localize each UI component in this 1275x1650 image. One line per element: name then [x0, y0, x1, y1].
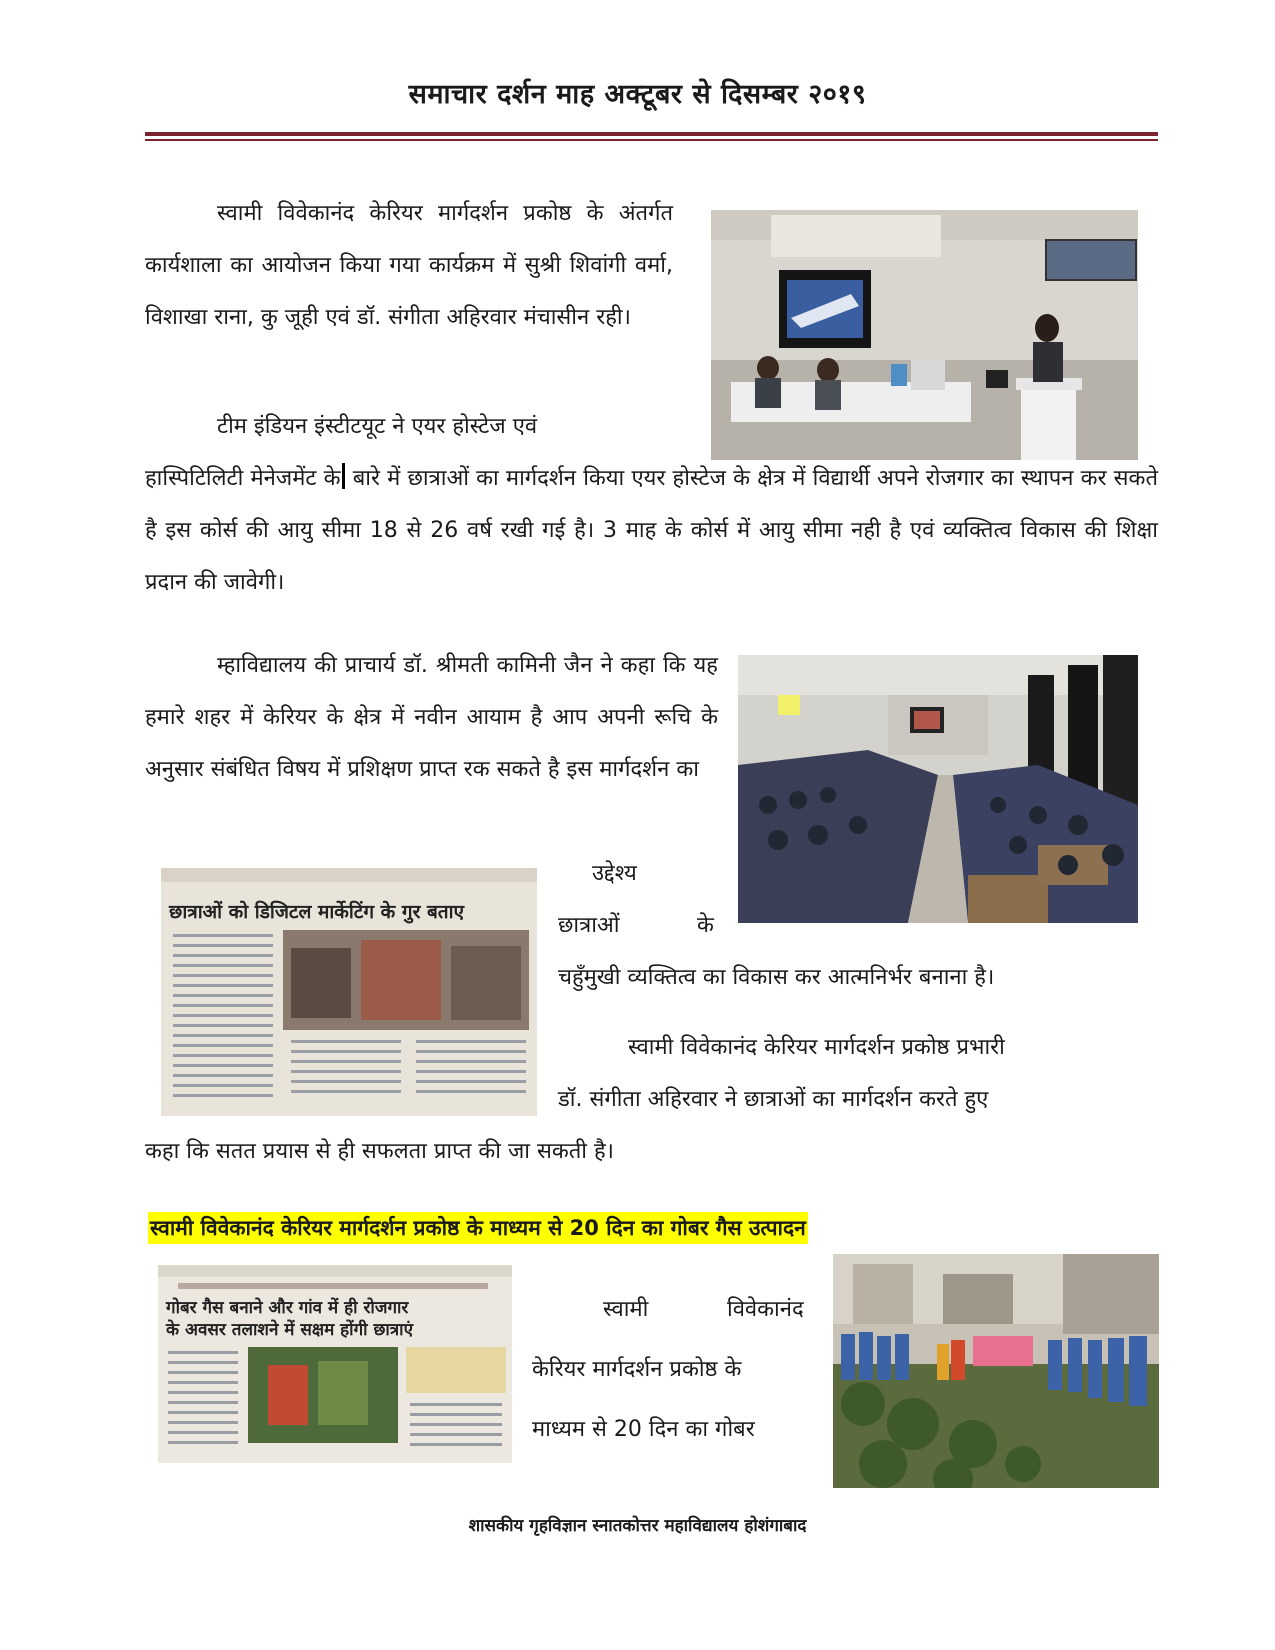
header-rule-thick	[145, 132, 1158, 136]
clipping2-columns-image	[158, 1265, 512, 1463]
section3-line3: माध्यम से 20 दिन का गोबर	[532, 1417, 755, 1442]
clipping1-columns-image	[161, 868, 537, 1116]
garden-activity-photo-image	[833, 1254, 1159, 1488]
section2-paragraph2-line2: डॉ. संगीता अहिरवार ने छात्राओं का मार्गदर्शन करते हुए	[558, 1087, 989, 1112]
section3-line2: केरियर मार्गदर्शन प्रकोष्ठ के	[532, 1357, 742, 1382]
section2-word-ke: के	[697, 913, 714, 938]
photo-audience-hall	[738, 655, 1138, 923]
section1-para2-part1: हास्पिटिलिटी मेनेजमेंट के	[145, 466, 341, 491]
clipping1-headline: छात्राओं को डिजिटल मार्केटिंग के गुर बताए	[169, 901, 465, 923]
section2-paragraph2-line3: कहा कि सतत प्रयास से ही सफलता प्राप्त की जा सकती है।	[145, 1139, 615, 1164]
section1-para2-start-text: टीम इंडियन इंस्टीटयूट ने एयर होस्टेज एवं	[217, 414, 538, 439]
section2-paragraph1	[145, 640, 718, 796]
section1-para2-part2: बारे में छात्राओं का मार्गदर्शन किया एयर होस्टेज के क्षेत्र में विद्यार्थी अपने रोजगार का स्थापन कर सकते है इस कोर्स की आयु सीमा 18 से 26 वर्ष रखी गई है। 3 माह के कोर्स में आयु सीमा नही है एवं व्यक्तित्व विकास की शिक्षा प्रदान की जावेगी।	[145, 466, 1158, 595]
clipping2-headline-line2: के अवसर तलाशने में सक्षम होंगी छात्राएं	[166, 1320, 413, 1340]
section2-para2-line1-text: स्वामी विवेकानंद केरियर मार्गदर्शन प्रकोष्ठ प्रभारी	[628, 1035, 1005, 1060]
section2-paragraph2-line1	[558, 1022, 1158, 1074]
text-cursor	[342, 463, 345, 489]
section2-para1-end: चहुँमुखी व्यक्तित्व का विकास कर आत्मनिर्भर बनाना है।	[558, 965, 995, 990]
section3-word-swami: स्वामी	[603, 1297, 649, 1322]
page-title: समाचार दर्शन माह अक्टूबर से दिसम्बर २०१९	[408, 79, 867, 110]
section1-paragraph2-rest	[145, 453, 1158, 609]
workshop-stage-photo-image	[711, 210, 1138, 460]
photo-workshop-stage	[711, 210, 1138, 460]
section1-para1-text: स्वामी विवेकानंद केरियर मार्गदर्शन प्रकोष्ठ के अंतर्गत कार्यशाला का आयोजन किया गया कार्यक्रम में सुश्री शिवांगी वर्मा, विशाखा राना, कु जूही एवं डॉ. संगीता अहिरवार मंचासीन रही।	[145, 201, 673, 330]
header-rule-thin	[145, 139, 1158, 141]
photo-garden-activity	[833, 1254, 1159, 1488]
section2-word-chhatraon: छात्राओं	[558, 913, 620, 938]
section3-heading: स्वामी विवेकानंद केरियर मार्गदर्शन प्रकोष्ठ के माध्यम से 20 दिन का गोबर गैस उत्पादन	[148, 1212, 808, 1244]
section2-word-uddeshya: उद्देश्य	[592, 861, 637, 886]
section1-paragraph1	[145, 188, 673, 344]
page-footer: शासकीय गृहविज्ञान स्नातकोत्तर महाविद्यालय होशंगाबाद	[468, 1516, 807, 1536]
section1-paragraph2-start	[145, 401, 673, 453]
clipping2-headline-line1: गोबर गैस बनाने और गांव में ही रोजगार	[166, 1298, 409, 1318]
section3-word-vivekanand: विवेकानंद	[727, 1297, 804, 1322]
audience-hall-photo-image	[738, 655, 1138, 923]
newspaper-clipping-gobar-gas	[158, 1265, 512, 1463]
section2-para1-text: म्हाविद्यालय की प्राचार्य डॉ. श्रीमती कामिनी जैन ने कहा कि यह हमारे शहर में केरियर के क्षेत्र में नवीन आयाम है आप अपनी रूचि के अनुसार संबंधित विषय में प्रशिक्षण प्राप्त रक सकते है इस मार्गदर्शन का	[145, 653, 718, 782]
newspaper-clipping-digital-marketing	[161, 868, 537, 1116]
